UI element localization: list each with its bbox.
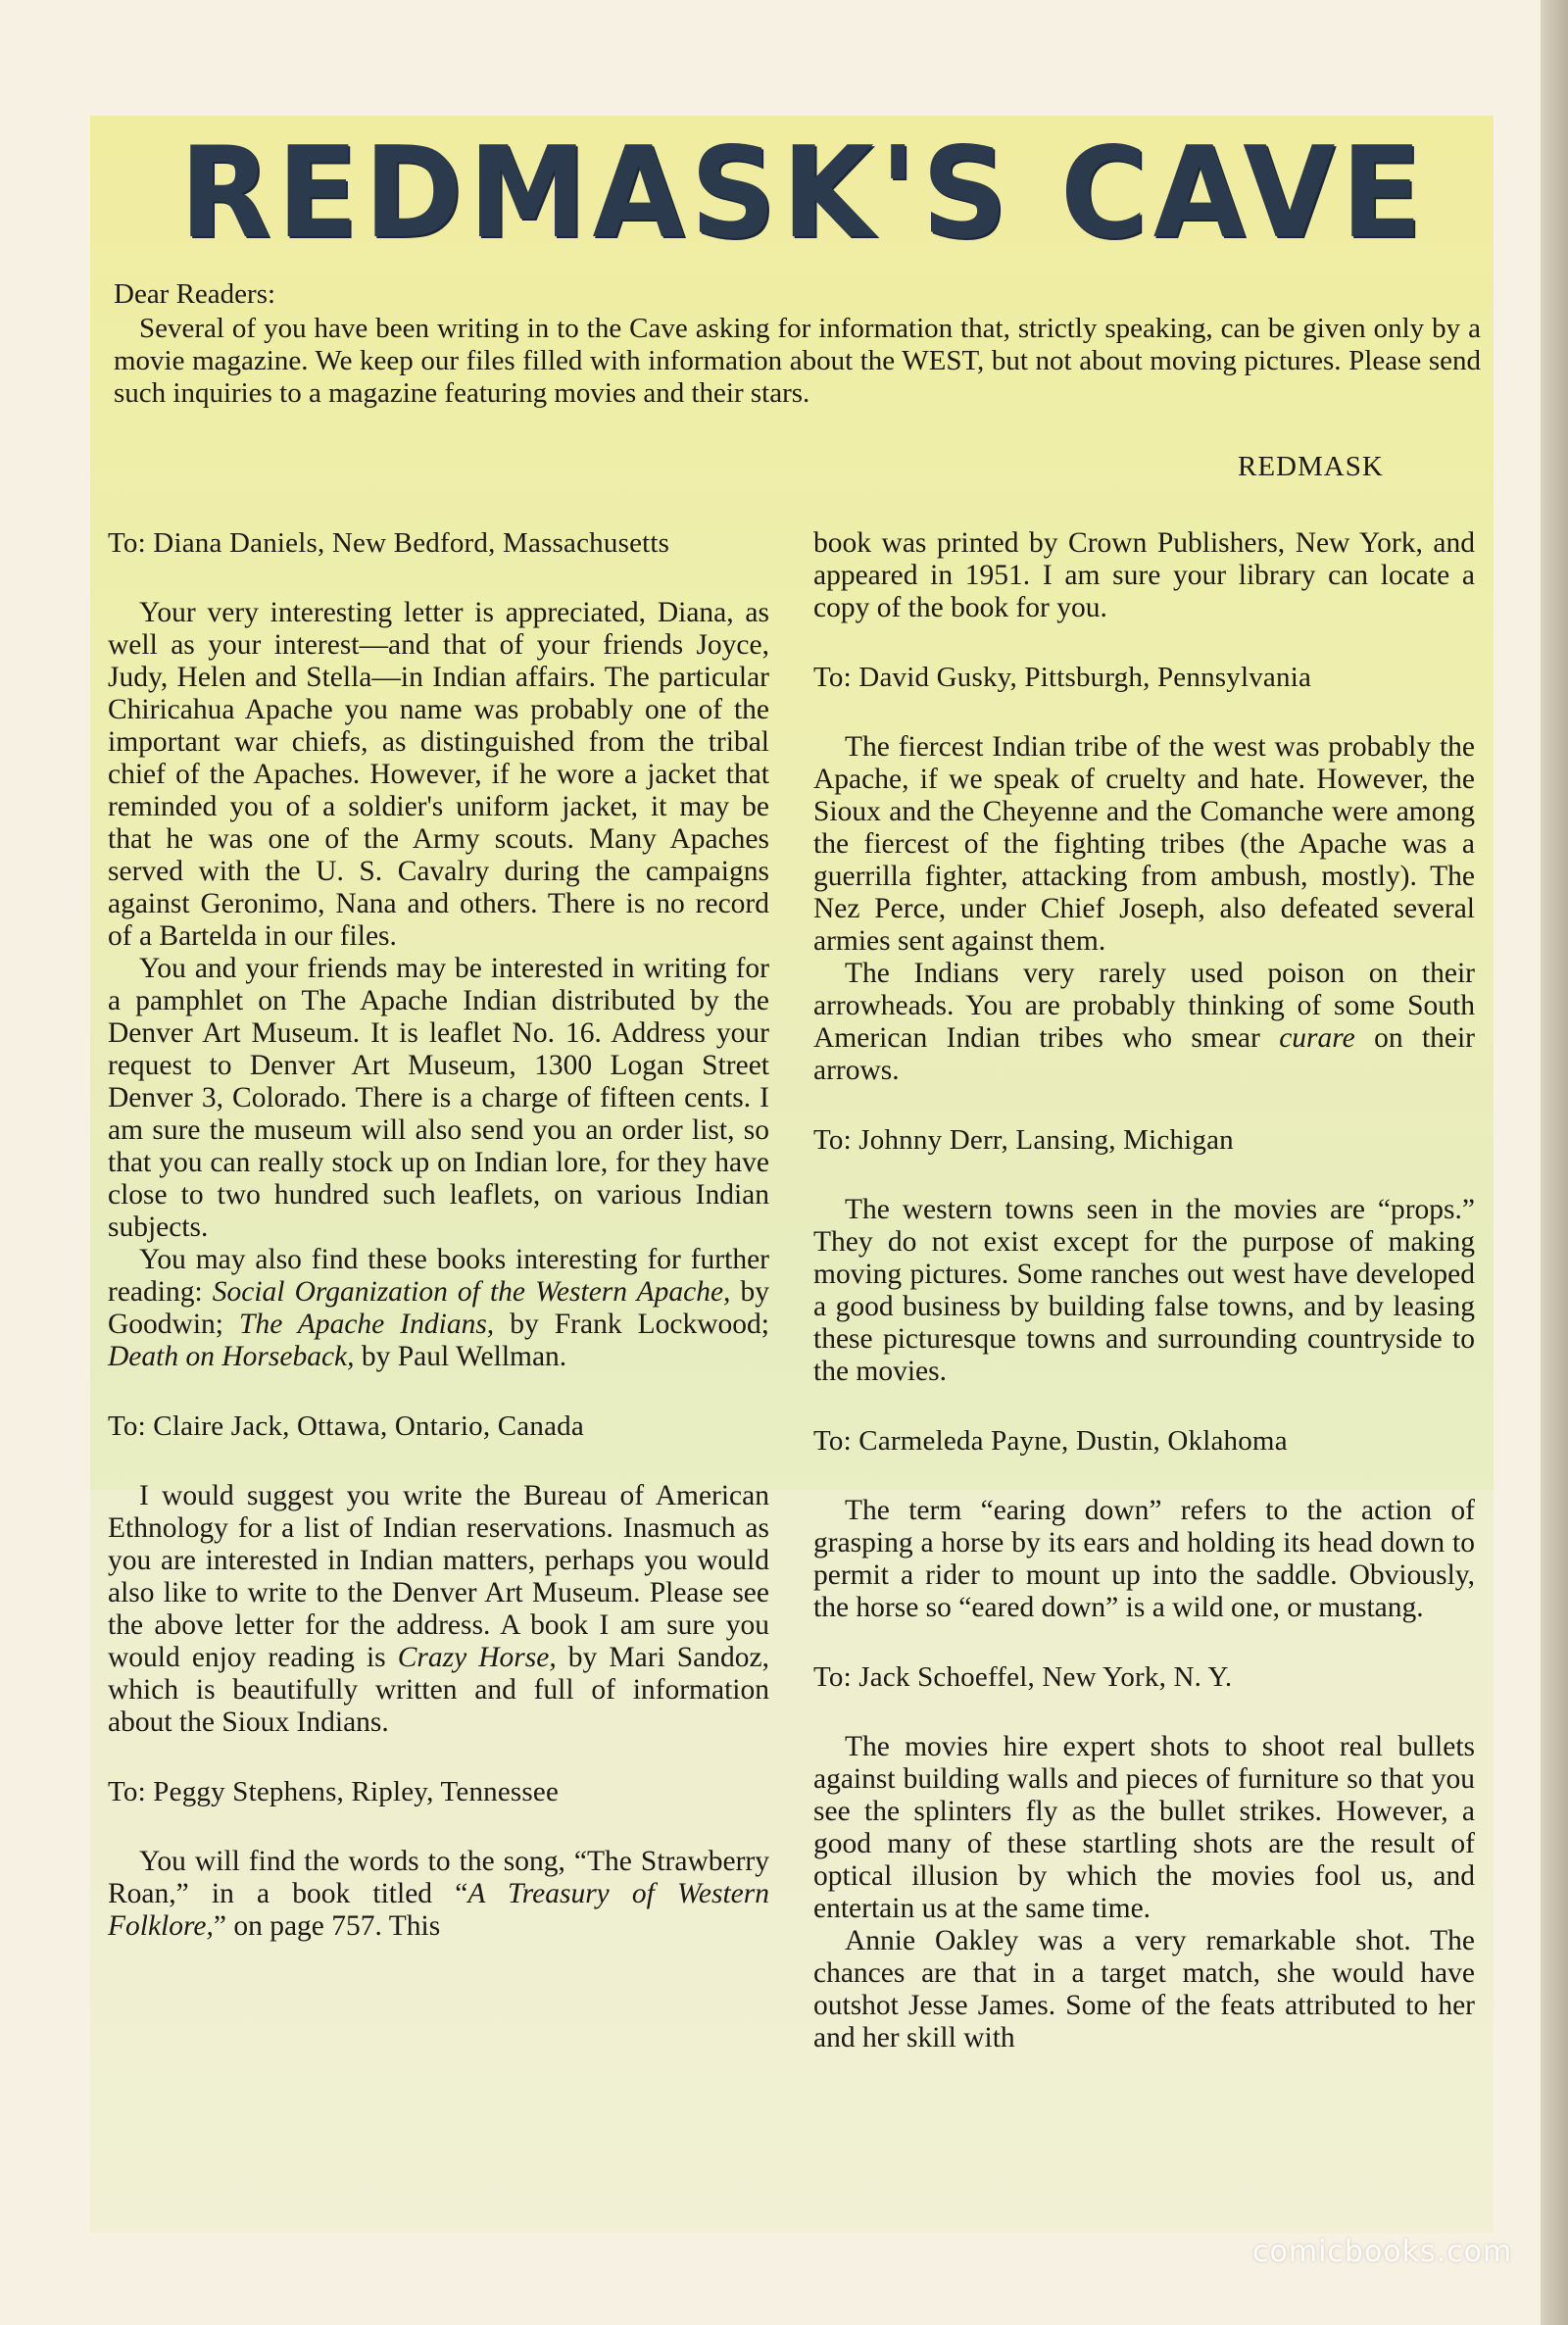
letter-answer-david-2 [813,958,1475,1087]
david-answer-text: The Indians very rarely used poison on their arrowheads. You are probably thinking of some South American Indian tribes who smear [813,958,1475,1054]
letter-answer-diana-1: Your very interesting letter is appreciated, Diana, as well as your interest—and that of your friends Joyce, Judy, Helen and Stella—in Indian affairs. The particular Chiricahua Apache you name was probably one of the important war chiefs, as distinguished from the tribal chief of the Apaches. However, if he wore a jacket that reminded you of a soldier's uniform jacket, it may be that he was one of the Army scouts. Many Apaches served with the U. S. Cavalry during the campaigns against Geronimo, Nana and others. There is no record of a Bartelda in our files. [108,597,769,952]
letter-answer-peggy-continued: book was printed by Crown Publishers, New York, and appeared in 1951. I am sure your library can locate a copy of the book for you. [813,527,1475,623]
letter-address-diana: To: Diana Daniels, New Bedford, Massachusetts [108,527,670,559]
site-watermark: comicbooks.com [1252,2235,1513,2269]
peggy-answer-end: ” on page 757. This [213,1910,441,1942]
diana-books-intro: You may also find these books interesting for further reading: [108,1244,769,1308]
book-title-apache-indians: The Apache Indians, [239,1309,495,1340]
claire-answer-end: by Mari Sandoz, which is beautifully written and full of information about the Sioux Indians. [108,1642,769,1738]
intro-signature: REDMASK [1238,451,1384,482]
term-curare: curare [1279,1022,1355,1054]
page-edge [1541,0,1568,2325]
book-title-treasury-western-folklore: A Treasury of Western Folklore, [108,1878,769,1942]
letter-address-johnny: To: Johnny Derr, Lansing, Michigan [813,1124,1234,1156]
letter-address-claire: To: Claire Jack, Ottawa, Ontario, Canada [108,1410,584,1442]
letter-address-jack: To: Jack Schoeffel, New York, N. Y. [813,1661,1233,1693]
claire-answer-text: I would suggest you write the Bureau of American Ethnology for a list of Indian reservations. Inasmuch as you are interested in Indian matters, perhaps you would also like to write to the Denver Art Museum. Please see the above letter for the address. A book I am sure you would enjoy reading is [108,1480,769,1673]
book-author-lockwood: by Frank Lockwood; [494,1309,769,1340]
intro-note [114,278,1481,482]
peggy-answer-text: You will find the words to the song, “The Strawberry Roan,” in a book titled “ [108,1846,769,1909]
letter-address-carmeleda: To: Carmeleda Payne, Dustin, Oklahoma [813,1425,1288,1457]
letter-answer-peggy [108,1846,769,1943]
book-author-goodwin: by Goodwin; [108,1276,770,1340]
book-author-wellman: by Paul Wellman. [354,1341,567,1372]
letter-answer-jack-1: The movies hire expert shots to shoot real bullets against building walls and pieces of furniture so that you see the splinters fly as the bullet strikes. However, a good many of these startling shots are the result of optical illusion by which the movies fool us, and entertain us at the same time. [813,1731,1475,1924]
intro-greeting: Dear Readers: [114,278,276,310]
right-column [813,527,1475,2054]
page-title: REDMASK'S CAVE [179,121,1428,267]
intro-body: Several of you have been writing in to the Cave asking for information that, strictly speaking, can be given only by a movie magazine. We keep our files filled with information about the WEST, but not about moving pictures. Please send such inquiries to a magazine featuring movies and their stars. [114,313,1481,409]
book-title-social-organization: Social Organization of the Western Apache, [212,1276,731,1308]
letter-address-peggy: To: Peggy Stephens, Ripley, Tennessee [108,1776,560,1807]
letter-address-david: To: David Gusky, Pittsburgh, Pennsylvania [813,662,1312,693]
letter-answer-david-1: The fiercest Indian tribe of the west was probably the Apache, if we speak of cruelty and hate. However, the Sioux and the Cheyenne and the Comanche were among the fiercest of the fighting tribes (the Apache was a guerrilla fighter, attacking from ambush, mostly). The Nez Perce, under Chief Joseph, also defeated several armies sent against them. [813,731,1475,957]
letter-answer-diana-3 [108,1244,769,1373]
left-column [108,527,769,1943]
book-title-crazy-horse: Crazy Horse, [397,1642,557,1673]
letter-answer-claire [108,1480,769,1739]
letter-answer-carmeleda: The term “earing down” refers to the action of grasping a horse by its ears and holding its head down to permit a rider to mount up into the saddle. Obviously, the horse so “eared down” is a wild one, or mustang. [813,1495,1475,1623]
david-answer-end: on their arrows. [813,1022,1476,1086]
letter-answer-jack-2: Annie Oakley was a very remarkable shot. The chances are that in a target match, she would have outshot Jesse James. Some of the feats attributed to her and her skill with [813,1925,1475,2053]
letter-answer-johnny: The western towns seen in the movies are “props.” They do not exist except for the purpose of making moving pictures. Some ranches out west have developed a good business by building false towns, and by leasing these picturesque towns and surrounding countryside to the movies. [813,1194,1475,1387]
letter-answer-diana-2: You and your friends may be interested in writing for a pamphlet on The Apache Indian distributed by the Denver Art Museum. It is leaflet No. 16. Address your request to Denver Art Museum, 1300 Logan Street Denver 3, Colorado. There is a charge of fifteen cents. I am sure the museum will also send you an order list, so that you can really stock up on Indian lore, for they have close to two hundred such leaflets, on various Indian subjects. [108,953,769,1243]
book-title-death-on-horseback: Death on Horseback, [108,1341,355,1372]
